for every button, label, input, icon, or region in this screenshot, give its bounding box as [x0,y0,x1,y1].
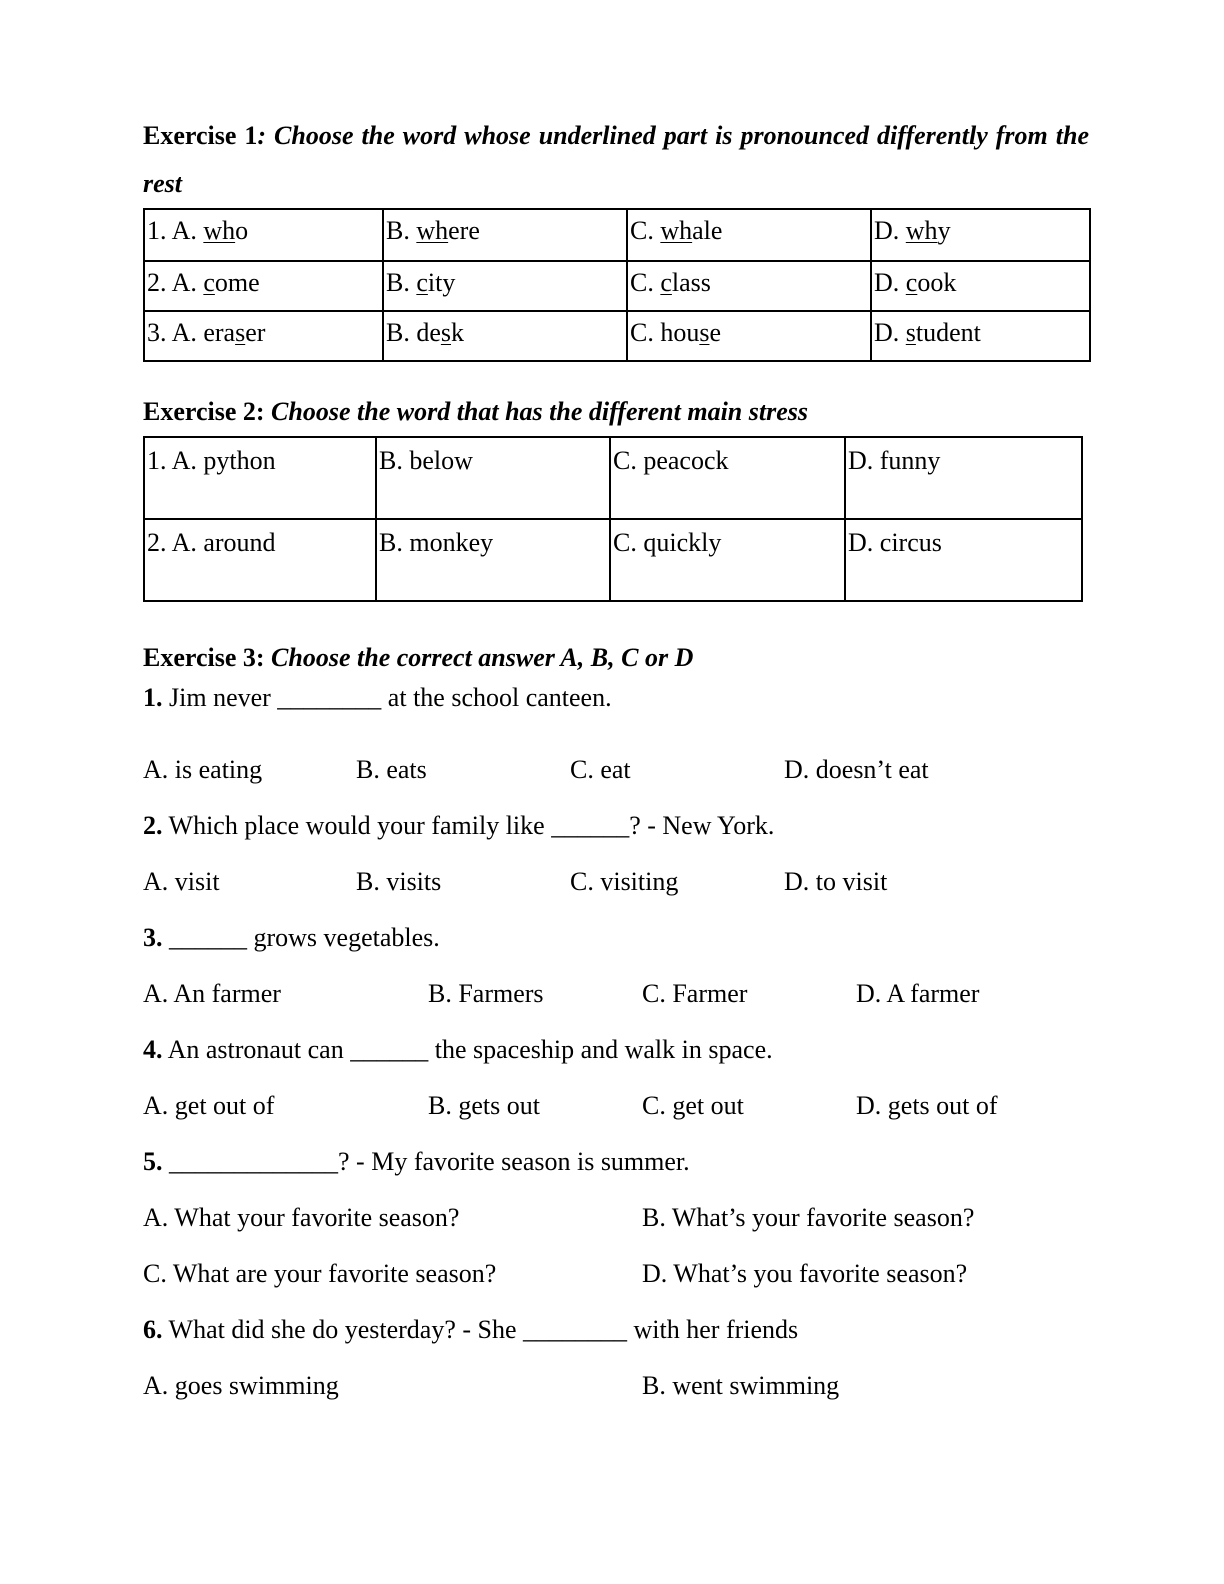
table-cell: D. why [871,209,1090,261]
option-a: A. goes swimming [143,1371,339,1400]
question-4: 4. An astronaut can ______ the spaceship and walk in space. [143,1035,773,1064]
table-row [144,519,1082,601]
table-cell: C. quickly [610,519,845,601]
table-cell: C. house [627,311,871,361]
option-c: C. What are your favorite season? [143,1259,497,1288]
table-cell: C. class [627,261,871,311]
table-cell: D. student [871,311,1090,361]
option-d: D. A farmer [856,979,980,1008]
exercise-3-label: Exercise 3: [143,643,265,672]
table-cell: 1. A. who [144,209,383,261]
option-a: A. An farmer [143,979,281,1008]
exercise-2-table [143,436,1083,602]
question-2: 2. Which place would your family like ______? - New York. [143,811,775,840]
question-5-options-cd [143,1258,1089,1290]
table-cell: C. whale [627,209,871,261]
option-d: D. gets out of [856,1091,998,1120]
option-b: B. eats [356,755,427,784]
option-b: B. gets out [428,1091,540,1120]
table-cell: 1. A. python [144,437,376,519]
option-c: C. Farmer [642,979,748,1008]
option-d: D. to visit [784,867,888,896]
option-c: C. eat [570,755,631,784]
table-cell: D. circus [845,519,1082,601]
table-cell: 2. A. around [144,519,376,601]
exercise-1-instruction: : Choose the word whose underlined part is pronounced differently from the rest [143,121,1089,198]
exercise-2-title [143,388,1089,436]
table-cell: B. city [383,261,627,311]
option-b: B. What’s your favorite season? [642,1203,975,1232]
table-cell: B. below [376,437,610,519]
option-a: A. visit [143,867,220,896]
question-3: 3. ______ grows vegetables. [143,923,440,952]
table-cell: C. peacock [610,437,845,519]
question-6: 6. What did she do yesterday? - She ________ with her friends [143,1315,799,1344]
table-cell: B. where [383,209,627,261]
exercise-1-table [143,208,1091,362]
table-row [144,209,1090,261]
table-row [144,437,1082,519]
option-b: B. visits [356,867,442,896]
option-c: C. visiting [570,867,679,896]
question-5: 5. _____________? - My favorite season is summer. [143,1147,690,1176]
question-6-options [143,1370,1089,1402]
option-b: B. Farmers [428,979,544,1008]
table-row [144,261,1090,311]
option-a: A. is eating [143,755,263,784]
table-cell: D. cook [871,261,1090,311]
exercise-1-title [143,112,1089,208]
option-b: B. went swimming [642,1371,840,1400]
worksheet [143,112,1089,1402]
question-1-options [143,754,1089,786]
option-d: D. doesn’t eat [784,755,929,784]
table-cell: 2. A. come [144,261,383,311]
question-3-options [143,978,1089,1010]
option-a: A. get out of [143,1091,275,1120]
option-d: D. What’s you favorite season? [642,1259,968,1288]
exercise-3-instruction: Choose the correct answer A, B, C or D [264,643,694,672]
table-cell: D. funny [845,437,1082,519]
question-2-options [143,866,1089,898]
table-cell: B. monkey [376,519,610,601]
exercise-1-label: Exercise 1 [143,121,258,150]
question-4-options [143,1090,1089,1122]
exercise-2-label: Exercise 2: [143,397,265,426]
question-1: 1. Jim never ________ at the school canteen. [143,683,612,712]
table-cell: 3. A. eraser [144,311,383,361]
question-5-options-ab [143,1202,1089,1234]
exercise-3-title [143,634,1089,682]
option-c: C. get out [642,1091,744,1120]
table-cell: B. desk [383,311,627,361]
table-row [144,311,1090,361]
option-a: A. What your favorite season? [143,1203,460,1232]
exercise-2-instruction: Choose the word that has the different main stress [264,397,808,426]
